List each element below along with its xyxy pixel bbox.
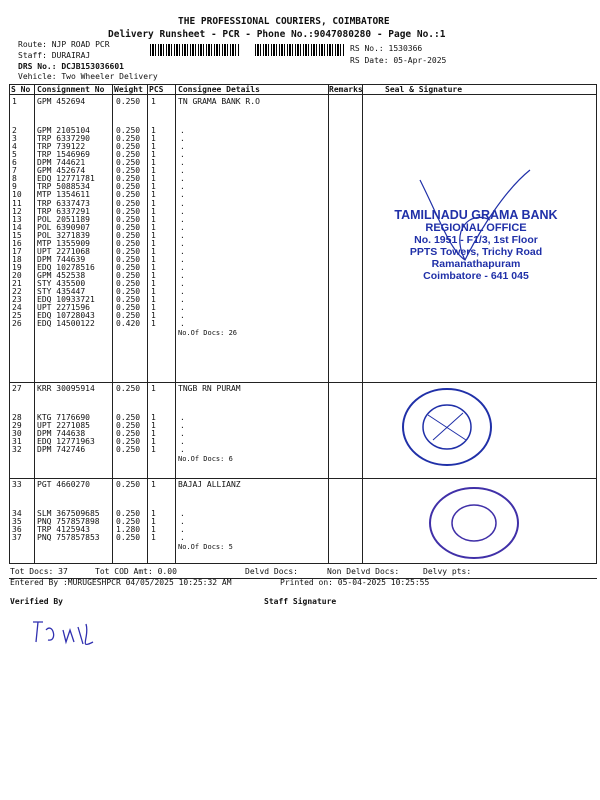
tot-docs: Tot Docs: 37	[10, 567, 68, 576]
consignee-dot: .	[180, 222, 185, 232]
row-weight: 0.250	[116, 445, 141, 455]
consignee-dot: .	[180, 214, 185, 224]
consignee-dot: .	[180, 158, 185, 168]
row-sno: 25	[12, 311, 22, 321]
row-sno: 26	[12, 319, 22, 329]
row-pcs: 1	[151, 198, 156, 208]
row-sno: 12	[12, 206, 22, 216]
row-sno: 27	[12, 384, 22, 393]
row-consignment-no: PNQ 757857853	[37, 533, 100, 543]
col-header-sno: S No	[11, 85, 31, 94]
consignee-dot: .	[180, 166, 185, 176]
consignee-dot: .	[180, 319, 185, 329]
row-pcs: 1	[151, 303, 156, 313]
consignee-dot: .	[180, 303, 185, 313]
row-pcs: 1	[151, 311, 156, 321]
consignee-dot: .	[180, 270, 185, 280]
row-consignment-no: POL 3271839	[37, 230, 90, 240]
consignee-dot: .	[180, 525, 185, 535]
row-sno: 19	[12, 262, 22, 272]
group-divider	[9, 382, 597, 383]
row-weight: 0.250	[116, 230, 141, 240]
row-pcs: 1	[151, 421, 156, 431]
row-consignment-no: STY 435500	[37, 279, 86, 288]
row-pcs: 1	[151, 384, 156, 393]
col-header-pcs: PCS	[149, 85, 164, 94]
tot-cod: Tot COD Amt: 0.00	[95, 567, 177, 576]
row-sno: 36	[12, 525, 22, 535]
row-weight: 0.250	[116, 429, 141, 439]
stamp-line: Coimbatore - 641 045	[423, 270, 529, 282]
row-consignment-no: TRP 6337291	[37, 206, 90, 216]
consignee-dot: .	[180, 517, 185, 527]
row-pcs: 1	[151, 429, 156, 439]
row-pcs: 1	[151, 206, 156, 216]
consignee-dot: .	[180, 190, 185, 200]
row-consignment-no: DPM 742746	[37, 445, 86, 455]
row-consignment-no: TRP 6337290	[37, 134, 90, 144]
consignee-dot: .	[180, 198, 185, 208]
col-border	[175, 84, 176, 563]
row-consignment-no: UPT 2271068	[37, 246, 90, 256]
row-pcs: 1	[151, 517, 156, 527]
col-border	[147, 84, 148, 563]
row-consignment-no: DPM 744638	[37, 429, 86, 439]
verifier-signature	[28, 612, 108, 652]
row-sno: 31	[12, 437, 22, 447]
consignee-dot: .	[180, 437, 185, 447]
row-sno: 30	[12, 429, 22, 439]
row-pcs: 1	[151, 142, 156, 152]
no-of-docs: No.Of Docs: 5	[178, 543, 233, 552]
row-weight: 0.420	[116, 319, 141, 329]
row-weight: 0.250	[116, 509, 141, 519]
consignee-dot: .	[180, 421, 185, 431]
stamp-line: REGIONAL OFFICE	[425, 222, 527, 234]
consignee-dot: .	[180, 174, 185, 184]
row-sno: 21	[12, 279, 22, 288]
row-sno: 16	[12, 238, 22, 248]
row-pcs: 1	[151, 230, 156, 240]
row-sno: 8	[12, 174, 17, 184]
row-weight: 1.280	[116, 525, 141, 535]
col-border	[328, 84, 329, 563]
col-header-remarks: Remarks	[329, 85, 363, 94]
row-consignment-no: TRP 739122	[37, 142, 86, 152]
row-sno: 13	[12, 214, 22, 224]
row-consignment-no: TRP 4125943	[37, 525, 90, 535]
row-weight: 0.250	[116, 142, 141, 152]
row-pcs: 1	[151, 214, 156, 224]
rs-date-label: RS Date: 05-Apr-2025	[350, 56, 447, 65]
consignee-dot: .	[180, 279, 185, 288]
row-sno: 29	[12, 421, 22, 431]
row-consignment-no: UPT 2271085	[37, 421, 90, 431]
row-pcs: 1	[151, 166, 156, 176]
row-consignment-no: KRR 30095914	[37, 384, 95, 393]
row-pcs: 1	[151, 134, 156, 144]
row-consignment-no: GPM 452694	[37, 97, 86, 106]
consignee-name: TN GRAMA BANK R.O	[178, 97, 260, 106]
row-sno: 35	[12, 517, 22, 527]
row-pcs: 1	[151, 150, 156, 160]
row-consignment-no: EDQ 10933721	[37, 295, 95, 305]
row-weight: 0.250	[116, 413, 141, 423]
stamp-line: No. 1951 - F1/3, 1st Floor	[414, 234, 538, 246]
row-sno: 37	[12, 533, 22, 543]
row-weight: 0.250	[116, 480, 141, 489]
runsheet-title: Delivery Runsheet - PCR - Phone No.:9047080280 - Page No.:1	[108, 29, 446, 40]
row-sno: 9	[12, 182, 17, 192]
row-pcs: 1	[151, 182, 156, 192]
row-weight: 0.250	[116, 182, 141, 192]
signature-scribble	[410, 160, 540, 270]
no-of-docs: No.Of Docs: 26	[178, 329, 238, 338]
row-pcs: 1	[151, 190, 156, 200]
row-consignment-no: TRP 5088534	[37, 182, 90, 192]
row-consignment-no: PGT 4660270	[37, 480, 90, 489]
row-weight: 0.250	[116, 421, 141, 431]
row-pcs: 1	[151, 222, 156, 232]
col-header-consignment: Consignment No	[37, 85, 105, 94]
stamp-line: PPTS Towers, Trichy Road	[409, 246, 543, 258]
col-border	[112, 84, 113, 563]
col-header-consignee: Consignee Details	[178, 85, 260, 94]
row-weight: 0.250	[116, 384, 141, 393]
row-consignment-no: UPT 2271596	[37, 303, 90, 313]
row-weight: 0.250	[116, 97, 141, 106]
row-consignment-no: TRP 1546969	[37, 150, 90, 160]
row-sno: 17	[12, 246, 22, 256]
row-weight: 0.250	[116, 437, 141, 447]
row-sno: 11	[12, 198, 22, 208]
row-sno: 7	[12, 166, 17, 176]
row-pcs: 1	[151, 319, 156, 329]
col-header-weight: Weight	[114, 85, 143, 94]
row-consignment-no: TRP 6337473	[37, 198, 90, 208]
consignee-dot: .	[180, 134, 185, 144]
no-of-docs: No.Of Docs: 6	[178, 455, 233, 464]
row-sno: 14	[12, 222, 22, 232]
row-pcs: 1	[151, 445, 156, 455]
consignee-dot: .	[180, 126, 185, 136]
consignee-dot: .	[180, 262, 185, 272]
table-header-border	[9, 94, 597, 95]
row-sno: 15	[12, 230, 22, 240]
row-pcs: 1	[151, 238, 156, 248]
row-weight: 0.250	[116, 238, 141, 248]
row-sno: 28	[12, 413, 22, 423]
row-sno: 33	[12, 480, 22, 489]
row-pcs: 1	[151, 262, 156, 272]
non-delvd-docs: Non Delvd Docs:	[327, 567, 400, 576]
row-pcs: 1	[151, 246, 156, 256]
row-weight: 0.250	[116, 150, 141, 160]
row-weight: 0.250	[116, 262, 141, 272]
row-pcs: 1	[151, 525, 156, 535]
row-consignment-no: STY 435447	[37, 287, 86, 297]
row-consignment-no: SLM 367509685	[37, 509, 100, 519]
row-weight: 0.250	[116, 254, 141, 264]
row-consignment-no: DPM 744621	[37, 158, 86, 168]
barcode-rs	[255, 44, 345, 56]
row-weight: 0.250	[116, 533, 141, 543]
row-consignment-no: GPM 2105104	[37, 126, 90, 136]
row-weight: 0.250	[116, 295, 141, 305]
row-weight: 0.250	[116, 517, 141, 527]
tngb-round-seal	[398, 385, 496, 470]
row-sno: 22	[12, 287, 22, 297]
row-pcs: 1	[151, 97, 156, 106]
consignee-dot: .	[180, 182, 185, 192]
row-sno: 6	[12, 158, 17, 168]
row-consignment-no: EDQ 10278516	[37, 262, 95, 272]
consignee-dot: .	[180, 429, 185, 439]
col-border	[9, 84, 10, 563]
consignee-dot: .	[180, 311, 185, 321]
consignee-dot: .	[180, 150, 185, 160]
row-pcs: 1	[151, 158, 156, 168]
row-consignment-no: MTP 1355909	[37, 238, 90, 248]
group-divider	[9, 478, 597, 479]
consignee-dot: .	[180, 142, 185, 152]
verified-by-label: Verified By	[10, 597, 63, 606]
row-sno: 23	[12, 295, 22, 305]
row-weight: 0.250	[116, 214, 141, 224]
row-pcs: 1	[151, 295, 156, 305]
consignee-dot: .	[180, 287, 185, 297]
row-consignment-no: EDQ 12771963	[37, 437, 95, 447]
consignee-name: BAJAJ ALLIANZ	[178, 480, 241, 489]
printed-on: Printed on: 05-04-2025 10:25:55	[280, 578, 430, 587]
row-weight: 0.250	[116, 166, 141, 176]
row-weight: 0.250	[116, 134, 141, 144]
staff-signature-label: Staff Signature	[264, 597, 337, 606]
route-label: Route: NJP ROAD PCR	[18, 40, 110, 49]
row-consignment-no: EDQ 10728043	[37, 311, 95, 321]
row-weight: 0.250	[116, 303, 141, 313]
row-sno: 1	[12, 97, 17, 106]
row-sno: 32	[12, 445, 22, 455]
row-sno: 10	[12, 190, 22, 200]
vehicle-label: Vehicle: Two Wheeler Delivery	[18, 72, 158, 81]
consignee-dot: .	[180, 254, 185, 264]
consignee-dot: .	[180, 206, 185, 216]
consignee-dot: .	[180, 230, 185, 240]
row-sno: 24	[12, 303, 22, 313]
row-consignment-no: DPM 744639	[37, 254, 86, 264]
barcode-drs	[150, 44, 240, 56]
row-weight: 0.250	[116, 198, 141, 208]
row-pcs: 1	[151, 174, 156, 184]
row-pcs: 1	[151, 254, 156, 264]
row-sno: 2	[12, 126, 17, 136]
stamp-line: TAMILNADU GRAMA BANK	[394, 208, 558, 222]
row-consignment-no: EDQ 14500122	[37, 319, 95, 329]
col-border	[596, 84, 597, 563]
row-weight: 0.250	[116, 287, 141, 297]
consignee-name: TNGB RN PURAM	[178, 384, 241, 393]
stamp-line: Ramanathapuram	[431, 258, 521, 270]
row-sno: 3	[12, 134, 17, 144]
row-consignment-no: POL 2051189	[37, 214, 90, 224]
row-weight: 0.250	[116, 206, 141, 216]
row-sno: 4	[12, 142, 17, 152]
row-consignment-no: POL 6390907	[37, 222, 90, 232]
staff-label: Staff: DURAIRAJ	[18, 51, 91, 60]
company-name: THE PROFESSIONAL COURIERS, COIMBATORE	[178, 16, 390, 27]
row-pcs: 1	[151, 126, 156, 136]
consignee-dot: .	[180, 246, 185, 256]
row-weight: 0.250	[116, 311, 141, 321]
row-pcs: 1	[151, 437, 156, 447]
rs-no-label: RS No.: 1530366	[350, 44, 423, 53]
row-consignment-no: EDQ 12771781	[37, 174, 95, 184]
delvy-pts: Delvy pts:	[423, 567, 472, 576]
drs-label: DRS No.: DCJB153036601	[18, 62, 124, 71]
table-bottom-border	[9, 563, 597, 564]
row-weight: 0.250	[116, 270, 141, 280]
consignee-dot: .	[180, 238, 185, 248]
consignee-dot: .	[180, 509, 185, 519]
row-pcs: 1	[151, 413, 156, 423]
delvd-docs: Delvd Docs:	[245, 567, 298, 576]
row-weight: 0.250	[116, 279, 141, 288]
col-border	[362, 84, 363, 563]
row-weight: 0.250	[116, 174, 141, 184]
col-border	[34, 84, 35, 563]
row-pcs: 1	[151, 270, 156, 280]
row-consignment-no: GPM 452674	[37, 166, 86, 176]
bajaj-round-seal	[424, 483, 524, 561]
row-weight: 0.250	[116, 126, 141, 136]
row-weight: 0.250	[116, 158, 141, 168]
consignee-dot: .	[180, 413, 185, 423]
row-pcs: 1	[151, 509, 156, 519]
consignee-dot: .	[180, 533, 185, 543]
consignee-dot: .	[180, 295, 185, 305]
row-consignment-no: GPM 452538	[37, 270, 86, 280]
row-sno: 5	[12, 150, 17, 160]
row-consignment-no: KTG 7176690	[37, 413, 90, 423]
row-pcs: 1	[151, 279, 156, 288]
row-pcs: 1	[151, 533, 156, 543]
consignee-dot: .	[180, 445, 185, 455]
row-pcs: 1	[151, 287, 156, 297]
row-sno: 18	[12, 254, 22, 264]
row-pcs: 1	[151, 480, 156, 489]
row-weight: 0.250	[116, 222, 141, 232]
row-weight: 0.250	[116, 246, 141, 256]
row-sno: 20	[12, 270, 22, 280]
row-consignment-no: PNQ 757857898	[37, 517, 100, 527]
row-sno: 34	[12, 509, 22, 519]
row-weight: 0.250	[116, 190, 141, 200]
row-consignment-no: MTP 1354611	[37, 190, 90, 200]
entered-by: Entered By :MURUGESHPCR 04/05/2025 10:25:32 AM	[10, 578, 232, 587]
col-header-seal: Seal & Signature	[385, 85, 463, 94]
